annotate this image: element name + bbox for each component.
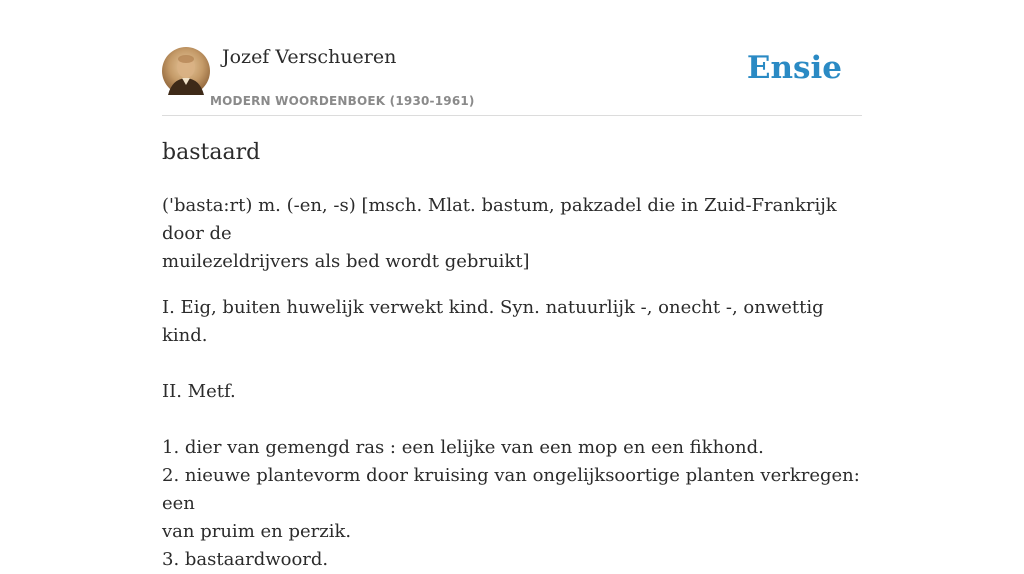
header-divider xyxy=(162,115,862,116)
entry-headword: bastaard xyxy=(162,140,261,165)
sense-2: II. Metf. xyxy=(162,381,236,402)
sub-sense-2-line-2: van pruim en perzik. xyxy=(162,521,352,542)
entry-etymology xyxy=(162,192,862,276)
dictionary-source[interactable]: MODERN WOORDENBOEK (1930-1961) xyxy=(210,94,475,108)
author-name[interactable]: Jozef Verschueren xyxy=(222,46,397,68)
sub-sense-3: 3. bastaardwoord. xyxy=(162,549,329,570)
sub-sense-1: 1. dier van gemengd ras : een lelijke van een mop en een fikhond. xyxy=(162,437,764,458)
spacer xyxy=(162,350,862,378)
author-avatar[interactable] xyxy=(162,47,210,95)
spacer xyxy=(162,406,862,434)
brand-logo[interactable]: Ensie xyxy=(746,50,842,86)
etymology-line-2: muilezeldrijvers als bed wordt gebruikt] xyxy=(162,251,530,272)
sense-1: I. Eig, buiten huwelijk verwekt kind. Syn. natuurlijk -, onecht -, onwettig kind. xyxy=(162,297,824,346)
sub-sense-2 xyxy=(162,462,862,546)
portrait-icon xyxy=(162,47,210,95)
sub-sense-2-line-1: 2. nieuwe plantevorm door kruising van ongelijksoortige planten verkregen: een xyxy=(162,465,860,514)
etymology-line-1: ('basta:rt) m. (-en, -s) [msch. Mlat. bastum, pakzadel die in Zuid-Frankrijk door de xyxy=(162,195,837,244)
entry-body xyxy=(162,192,862,574)
